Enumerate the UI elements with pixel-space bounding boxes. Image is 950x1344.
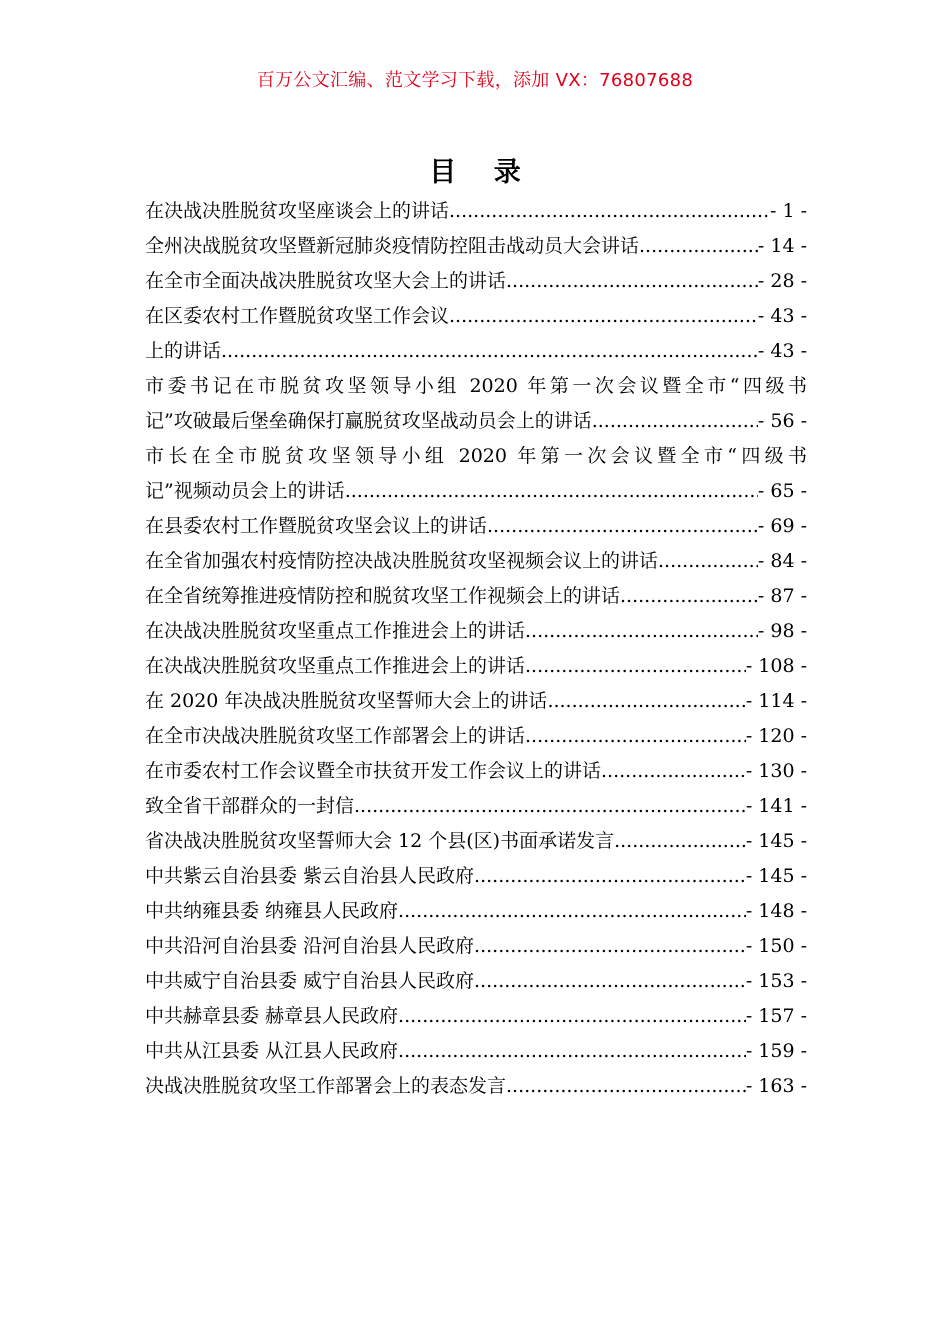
toc-entry-title: 在全省统筹推进疫情防控和脱贫攻坚工作视频会上的讲话 [145, 585, 621, 607]
toc-page-number: - 84 - [757, 550, 807, 572]
toc-page-number: - 98 - [757, 620, 807, 642]
toc-entry[interactable] [145, 404, 807, 439]
dot-leader [614, 824, 746, 859]
toc-entry[interactable] [145, 1069, 807, 1104]
toc-page-number: - 148 - [745, 900, 807, 922]
dot-leader [398, 894, 746, 929]
dot-leader [620, 579, 758, 614]
dot-leader [398, 1034, 746, 1069]
toc-page-number: - 87 - [757, 585, 807, 607]
toc-entry[interactable] [145, 544, 807, 579]
dot-leader [354, 789, 746, 824]
toc-entry-title: 在 2020 年决战决胜脱贫攻坚誓师大会上的讲话 [145, 690, 548, 712]
toc-page-number: - 120 - [745, 725, 807, 747]
toc-page-number: - 145 - [745, 830, 807, 852]
toc-entry[interactable] [145, 824, 807, 859]
dot-leader [221, 334, 758, 369]
toc-entry-title: 在全市决战决胜脱贫攻坚工作部署会上的讲话 [145, 725, 526, 747]
toc-page-number: - 1 - [769, 200, 807, 222]
dot-leader [474, 964, 746, 999]
toc-entry-title: 中共沿河自治县委 沿河自治县人民政府 [145, 935, 475, 957]
toc-page-number: - 163 - [745, 1075, 807, 1097]
dot-leader [449, 194, 770, 229]
toc-entry-title: 全州决战脱贫攻坚暨新冠肺炎疫情防控阻击战动员大会讲话 [145, 235, 640, 257]
toc-entry[interactable] [145, 614, 807, 649]
toc-entry-title: 在县委农村工作暨脱贫攻坚会议上的讲话 [145, 515, 488, 537]
toc-page-number: - 157 - [745, 1005, 807, 1027]
toc-entry-first-line[interactable]: 市委书记在市脱贫攻坚领导小组 2020 年第一次会议暨全市“四级书 [145, 375, 807, 397]
dot-leader [474, 859, 746, 894]
toc-page-number: - 153 - [745, 970, 807, 992]
dot-leader [592, 404, 758, 439]
toc-entry-title: 在全省加强农村疫情防控决战决胜脱贫攻坚视频会议上的讲话 [145, 550, 659, 572]
toc-entry-title: 在区委农村工作暨脱贫攻坚工作会议 [145, 305, 450, 327]
toc-entry[interactable] [145, 929, 807, 964]
dot-leader [525, 614, 758, 649]
toc-page-number: - 69 - [757, 515, 807, 537]
toc-entry[interactable] [145, 194, 807, 229]
toc-entry-title: 中共威宁自治县委 威宁自治县人民政府 [145, 970, 475, 992]
toc-entry[interactable] [145, 684, 807, 719]
toc-entry[interactable] [145, 264, 807, 299]
toc-entry[interactable] [145, 719, 807, 754]
toc-page-number: - 130 - [745, 760, 807, 782]
dot-leader [601, 754, 746, 789]
dot-leader [525, 649, 746, 684]
toc-entry-title: 在决战决胜脱贫攻坚座谈会上的讲话 [145, 200, 450, 222]
toc-page-number: - 141 - [745, 795, 807, 817]
dot-leader [449, 299, 758, 334]
toc-entry-title: 在决战决胜脱贫攻坚重点工作推进会上的讲话 [145, 655, 526, 677]
toc-entry-title: 记”视频动员会上的讲话 [145, 480, 345, 502]
dot-leader [398, 999, 746, 1034]
toc-page-number: - 65 - [757, 480, 807, 502]
toc-entry-title: 中共从江县委 从江县人民政府 [145, 1040, 399, 1062]
toc-entry-title: 在决战决胜脱贫攻坚重点工作推进会上的讲话 [145, 620, 526, 642]
dot-leader [487, 509, 758, 544]
toc-entry[interactable] [145, 299, 807, 334]
toc-entry-first-line[interactable]: 市长在全市脱贫攻坚领导小组 2020 年第一次会议暨全市“四级书 [145, 445, 807, 467]
toc-page-number: - 108 - [745, 655, 807, 677]
toc-entry[interactable] [145, 334, 807, 369]
toc-entry[interactable] [145, 894, 807, 929]
toc-page-number: - 43 - [757, 305, 807, 327]
dot-leader [525, 719, 746, 754]
toc-entry[interactable] [145, 754, 807, 789]
toc-entry[interactable] [145, 964, 807, 999]
toc-entry-title: 在市委农村工作会议暨全市扶贫开发工作会议上的讲话 [145, 760, 602, 782]
toc-page-number: - 43 - [757, 340, 807, 362]
toc-entry-title: 决战决胜脱贫攻坚工作部署会上的表态发言 [145, 1075, 507, 1097]
dot-leader [639, 229, 758, 264]
dot-leader [547, 684, 745, 719]
toc-entry[interactable] [145, 474, 807, 509]
toc-entry[interactable] [145, 229, 807, 264]
toc-page-number: - 159 - [745, 1040, 807, 1062]
table-of-contents [145, 194, 807, 1104]
dot-leader [506, 1069, 746, 1104]
toc-page-number: - 56 - [757, 410, 807, 432]
toc-entry[interactable] [145, 859, 807, 894]
toc-entry[interactable] [145, 649, 807, 684]
toc-entry[interactable] [145, 579, 807, 614]
watermark-header: 百万公文汇编、范文学习下载，添加 VX：76807688 [256, 70, 694, 91]
toc-page-number: - 114 - [745, 690, 807, 712]
toc-entry-title: 在全市全面决战决胜脱贫攻坚大会上的讲话 [145, 270, 507, 292]
toc-entry[interactable] [145, 509, 807, 544]
page-title: 目 录 [429, 157, 535, 188]
dot-leader [506, 264, 758, 299]
toc-entry[interactable] [145, 999, 807, 1034]
toc-entry[interactable] [145, 1034, 807, 1069]
toc-entry-title: 中共纳雍县委 纳雍县人民政府 [145, 900, 399, 922]
toc-page-number: - 14 - [757, 235, 807, 257]
dot-leader [658, 544, 758, 579]
toc-page-number: - 28 - [757, 270, 807, 292]
toc-entry[interactable] [145, 789, 807, 824]
toc-entry-title: 中共赫章县委 赫章县人民政府 [145, 1005, 399, 1027]
dot-leader [474, 929, 746, 964]
toc-entry-title: 中共紫云自治县委 紫云自治县人民政府 [145, 865, 475, 887]
toc-entry-title: 省决战决胜脱贫攻坚誓师大会 12 个县(区)书面承诺发言 [145, 830, 615, 852]
toc-page-number: - 150 - [745, 935, 807, 957]
toc-entry-title: 上的讲话 [145, 340, 222, 362]
toc-page-number: - 145 - [745, 865, 807, 887]
toc-entry-title: 记”攻破最后堡垒确保打赢脱贫攻坚战动员会上的讲话 [145, 410, 592, 432]
dot-leader [345, 474, 758, 509]
toc-entry-title: 致全省干部群众的一封信 [145, 795, 355, 817]
